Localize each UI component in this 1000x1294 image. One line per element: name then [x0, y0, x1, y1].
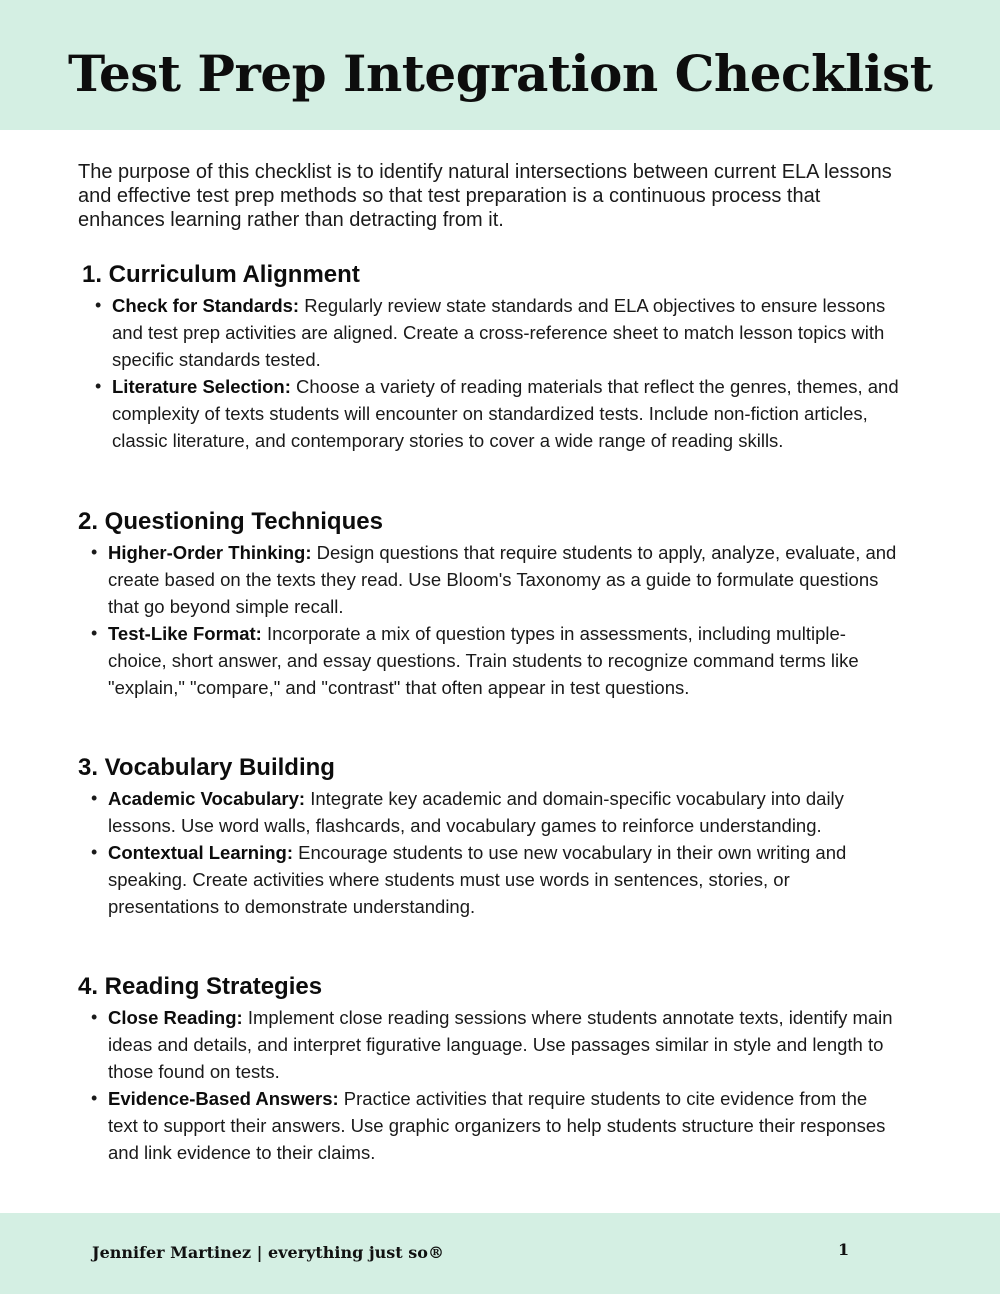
checklist	[78, 785, 908, 920]
bullet-icon: •	[91, 542, 98, 562]
item-text: Implement close reading sessions where students annotate texts, identify main ideas and details, and interpret figurative language. Use passages similar in style and length to those found on tests.	[108, 1007, 893, 1082]
list-item	[95, 373, 912, 454]
list-item	[91, 539, 908, 620]
bullet-icon: •	[91, 1007, 98, 1027]
item-term: Literature Selection:	[112, 376, 291, 397]
item-text: Regularly review state standards and ELA objectives to ensure lessons and test prep activities are aligned. Create a cross-reference sheet to match lesson topics with specific standards tested.	[112, 295, 886, 370]
item-text: Practice activities that require students to cite evidence from the text to support their answers. Use graphic organizers to help students structure their responses and link evidence to their claims.	[108, 1088, 886, 1163]
bullet-icon: •	[91, 842, 98, 862]
bullet-icon: •	[91, 788, 98, 808]
bullet-icon: •	[91, 1088, 98, 1108]
section-heading: 3. Vocabulary Building	[78, 754, 335, 781]
section-vocabulary-building	[78, 753, 908, 920]
item-term: Higher-Order Thinking:	[108, 542, 312, 563]
list-item	[95, 292, 912, 373]
bullet-icon: •	[95, 295, 102, 315]
checklist	[78, 539, 908, 701]
list-item	[91, 785, 908, 839]
item-term: Academic Vocabulary:	[108, 788, 306, 809]
page-number: 1	[838, 1240, 850, 1259]
section-curriculum-alignment	[82, 260, 912, 454]
item-term: Check for Standards:	[112, 295, 300, 316]
list-item	[91, 620, 908, 701]
item-text: Encourage students to use new vocabulary in their own writing and speaking. Create activities where students must use words in sentences, stories, or presentations to demonstrate understanding.	[108, 842, 847, 917]
bullet-icon: •	[91, 623, 98, 643]
item-term: Test-Like Format:	[108, 623, 262, 644]
item-text: Incorporate a mix of question types in assessments, including multiple-choice, short answer, and essay questions. Train students to recognize command terms like "explain," "compare," and "contrast" that often appear in test questions.	[108, 623, 859, 698]
list-item	[91, 1004, 908, 1085]
section-heading: 4. Reading Strategies	[78, 973, 323, 1000]
item-text: Integrate key academic and domain-specific vocabulary into daily lessons. Use word walls, flashcards, and vocabulary games to reinforce understanding.	[108, 788, 844, 836]
item-term: Contextual Learning:	[108, 842, 294, 863]
page-title: Test Prep Integration Checklist	[68, 44, 933, 103]
section-heading: 2. Questioning Techniques	[78, 508, 383, 535]
section-reading-strategies	[78, 972, 908, 1166]
checklist	[78, 1004, 908, 1166]
checklist	[82, 292, 912, 454]
item-text: Choose a variety of reading materials that reflect the genres, themes, and complexity of texts students will encounter on standardized tests. Include non-fiction articles, classic literature, and contemporary stories to cover a wide range of reading skills.	[112, 376, 899, 451]
section-questioning-techniques	[78, 507, 908, 701]
list-item	[91, 839, 908, 920]
list-item	[91, 1085, 908, 1166]
bullet-icon: •	[95, 376, 102, 396]
item-text: Design questions that require students to apply, analyze, evaluate, and create based on the texts they read. Use Bloom's Taxonomy as a guide to formulate questions that go beyond simple recall.	[108, 542, 897, 617]
item-term: Close Reading:	[108, 1007, 243, 1028]
footer-credit: Jennifer Martinez | everything just so®	[92, 1243, 444, 1262]
intro-paragraph: The purpose of this checklist is to identify natural intersections between current ELA lessons and effective test prep methods so that test preparation is a continuous process that enhances learning rather than detracting from it.	[78, 161, 892, 231]
section-heading: 1. Curriculum Alignment	[82, 261, 360, 288]
item-term: Evidence-Based Answers:	[108, 1088, 339, 1109]
